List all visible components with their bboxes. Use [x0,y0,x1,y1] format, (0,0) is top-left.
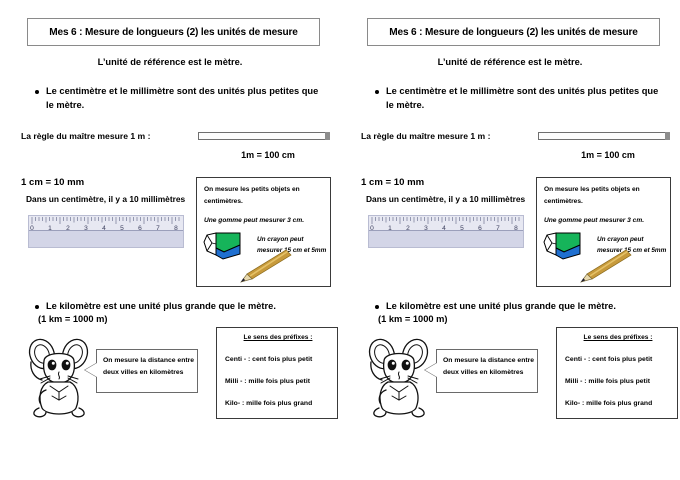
meter-ruler-graphic [198,132,330,140]
mouse-speech-bubble [96,349,198,393]
bullet-kilometre [375,300,667,314]
prefix-item-kilo: Kilo- : mille fois plus grand [225,400,313,407]
lesson-title-box [367,18,660,46]
small-objects-box [536,177,671,287]
master-ruler-label: La règle du maître mesure 1 m : [21,131,151,141]
mouse-speech-bubble [436,349,538,393]
page-title: Mes 6 : Mesure de longueurs (2) les unités de mesure [389,26,638,38]
kilometre-equivalence: (1 km = 1000 m) [38,314,108,324]
svg-text:3: 3 [84,225,88,232]
objects-line-2: Une gomme peut mesurer 3 cm. [544,217,645,224]
svg-text:0: 0 [30,225,34,232]
bullet-small-units-text: Le centimètre et le millimètre sont des unités plus petites que le mètre. [386,86,659,110]
cm-explanation: Dans un centimètre, il y a 10 millimètres [26,194,186,204]
prefix-box-title: Le sens des préfixes : [243,334,313,341]
svg-text:8: 8 [514,225,518,232]
bullet-kilometre-text: Le kilomètre est une unité plus grande que le mètre. [46,301,276,311]
bullet-dot-icon [375,90,379,94]
svg-text:5: 5 [460,225,464,232]
meter-caption: 1m = 100 cm [241,150,295,160]
lesson-title-box [27,18,320,46]
svg-text:4: 4 [102,225,106,232]
svg-text:3: 3 [424,225,428,232]
objects-line-3: Un crayon peut mesurer 15 cm et 5mm [597,236,667,254]
worksheet-panel-right [340,0,680,480]
mouse-speech-text: On mesure la distance entre deux villes en kilomètres [443,357,535,376]
ruler-ticks-icon [369,216,525,249]
bullet-dot-icon [35,90,39,94]
meter-ruler-cap [325,132,330,140]
prefix-meaning-box [216,327,338,419]
bullet-small-units-text: Le centimètre et le millimètre sont des unités plus petites que le mètre. [46,86,319,110]
objects-line-1: On mesure les petits objets en centimètres. [544,186,640,205]
pencil-icon [237,248,293,284]
svg-text:1: 1 [48,225,52,232]
meter-caption: 1m = 100 cm [581,150,635,160]
reference-unit-line: L’unité de référence est le mètre. [437,57,583,67]
speech-bubble-tail-mask [437,363,439,377]
prefix-item-milli: Milli - : mille fois plus petit [565,378,650,385]
svg-text:5: 5 [120,225,124,232]
prefix-item-centi: Centi - : cent fois plus petit [565,356,653,363]
centimetre-ruler-graphic [28,215,184,248]
bullet-dot-icon [35,305,39,309]
ruler-ticks-icon [29,216,185,249]
bullet-small-units [375,85,667,112]
meter-ruler-graphic [538,132,670,140]
objects-line-3: Un crayon peut mesurer 15 cm et 5mm [257,236,327,254]
speech-bubble-tail [425,363,437,377]
objects-line-2: Une gomme peut mesurer 3 cm. [204,217,305,224]
svg-text:4: 4 [442,225,446,232]
svg-text:8: 8 [174,225,178,232]
cm-equation: 1 cm = 10 mm [21,177,85,188]
svg-text:7: 7 [496,225,500,232]
centimetre-ruler-graphic [368,215,524,248]
page-title: Mes 6 : Mesure de longueurs (2) les unités de mesure [49,26,298,38]
prefix-box-title: Le sens des préfixes : [583,334,653,341]
svg-text:2: 2 [66,225,70,232]
cm-equation: 1 cm = 10 mm [361,177,425,188]
objects-line-1: On mesure les petits objets en centimètres. [204,186,300,205]
cm-explanation: Dans un centimètre, il y a 10 millimètres [366,194,526,204]
small-objects-box [196,177,331,287]
speech-bubble-tail-mask [97,363,99,377]
svg-text:6: 6 [138,225,142,232]
kilometre-equivalence: (1 km = 1000 m) [378,314,448,324]
prefix-meaning-box [556,327,678,419]
bullet-small-units [35,85,327,112]
pencil-icon [577,248,633,284]
prefix-item-kilo: Kilo- : mille fois plus grand [565,400,653,407]
svg-text:6: 6 [478,225,482,232]
mouse-character-icon [26,334,94,420]
svg-text:7: 7 [156,225,160,232]
speech-bubble-tail [85,363,97,377]
mouse-speech-text: On mesure la distance entre deux villes en kilomètres [103,357,195,376]
master-ruler-label: La règle du maître mesure 1 m : [361,131,491,141]
bullet-dot-icon [375,305,379,309]
prefix-item-centi: Centi - : cent fois plus petit [225,356,313,363]
meter-ruler-cap [665,132,670,140]
prefix-item-milli: Milli - : mille fois plus petit [225,378,310,385]
reference-unit-line: L’unité de référence est le mètre. [97,57,243,67]
mouse-character-icon [366,334,434,420]
svg-text:0: 0 [370,225,374,232]
bullet-kilometre-text: Le kilomètre est une unité plus grande que le mètre. [386,301,616,311]
svg-text:1: 1 [388,225,392,232]
bullet-kilometre [35,300,327,314]
svg-text:2: 2 [406,225,410,232]
